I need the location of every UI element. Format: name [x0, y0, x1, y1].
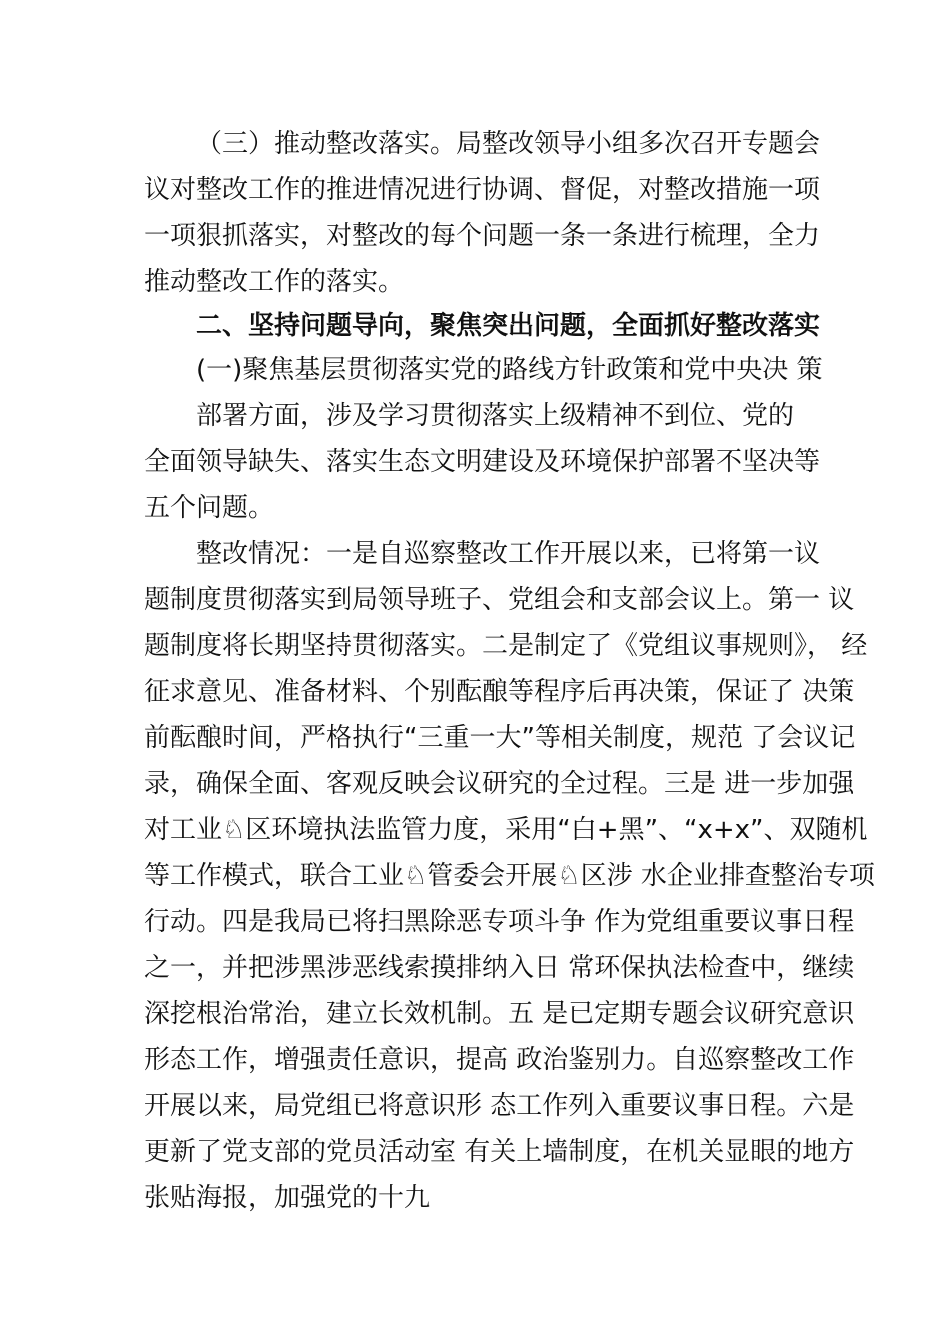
paragraph-line: 开展以来，局党组已将意识形 态工作列入重要议事日程。六是: [144, 1091, 855, 1121]
paragraph-line: 题制度将长期坚持贯彻落实。二是制定了《党组议事规则》， 经: [144, 631, 868, 661]
paragraph-line: 更新了党支部的党员活动室 有关上墙制度，在机关显眼的地方: [144, 1137, 855, 1167]
paragraph-line: 之一，并把涉黑涉恶线索摸排纳入日 常环保执法检查中，继续: [144, 953, 855, 983]
paragraph-line: 议对整改工作的推进情况进行协调、督促，对整改措施一项: [144, 175, 821, 205]
paragraph-line: 全面领导缺失、落实生态文明建设及环境保护部署不坚决等: [144, 447, 821, 477]
paragraph-line: 题制度贯彻落实到局领导班子、党组会和支部会议上。第一 议: [144, 585, 855, 615]
paragraph-line: 推动整改工作的落实。: [144, 267, 405, 297]
paragraph-line: 录，确保全面、客观反映会议研究的全过程。三是 进一步加强: [144, 769, 855, 799]
paragraph-line: 五个问题。: [144, 493, 275, 523]
paragraph-line: 前酝酿时间，严格执行“三重一大”等相关制度，规范 了会议记: [144, 723, 856, 753]
subsection-heading: (一)聚焦基层贯彻落实党的路线方针政策和党中央决 策: [196, 355, 823, 385]
section-heading: 二、坚持问题导向，聚焦突出问题，全面抓好整改落实: [196, 311, 821, 341]
paragraph-line: 深挖根治常治，建立长效机制。五 是已定期专题会议研究意识: [144, 999, 855, 1029]
paragraph-line: 行动。四是我局已将扫黑除恶专项斗争 作为党组重要议事日程: [144, 907, 855, 937]
paragraph-line: 征求意见、准备材料、个别酝酿等程序后再决策，保证了 决策: [144, 677, 855, 707]
paragraph-line: （三）推动整改落实。局整改领导小组多次召开专题会: [196, 129, 821, 159]
paragraph-line: 等工作模式，联合工业♘管委会开展♘区涉 水企业排查整治专项: [144, 861, 875, 891]
paragraph-line: 一项狠抓落实，对整改的每个问题一条一条进行梳理，全力: [144, 221, 821, 251]
paragraph-line: 形态工作，增强责任意识，提高 政治鉴别力。自巡察整改工作: [144, 1045, 855, 1075]
paragraph-line: 张贴海报，加强党的十九: [144, 1183, 431, 1213]
paragraph-line: 对工业♘区环境执法监管力度，采用“白+黑”、“x+x”、双随机: [144, 815, 868, 845]
paragraph-line: 整改情况：一是自巡察整改工作开展以来，已将第一议: [196, 539, 821, 569]
paragraph-line: 部署方面，涉及学习贯彻落实上级精神不到位、党的: [196, 401, 795, 431]
